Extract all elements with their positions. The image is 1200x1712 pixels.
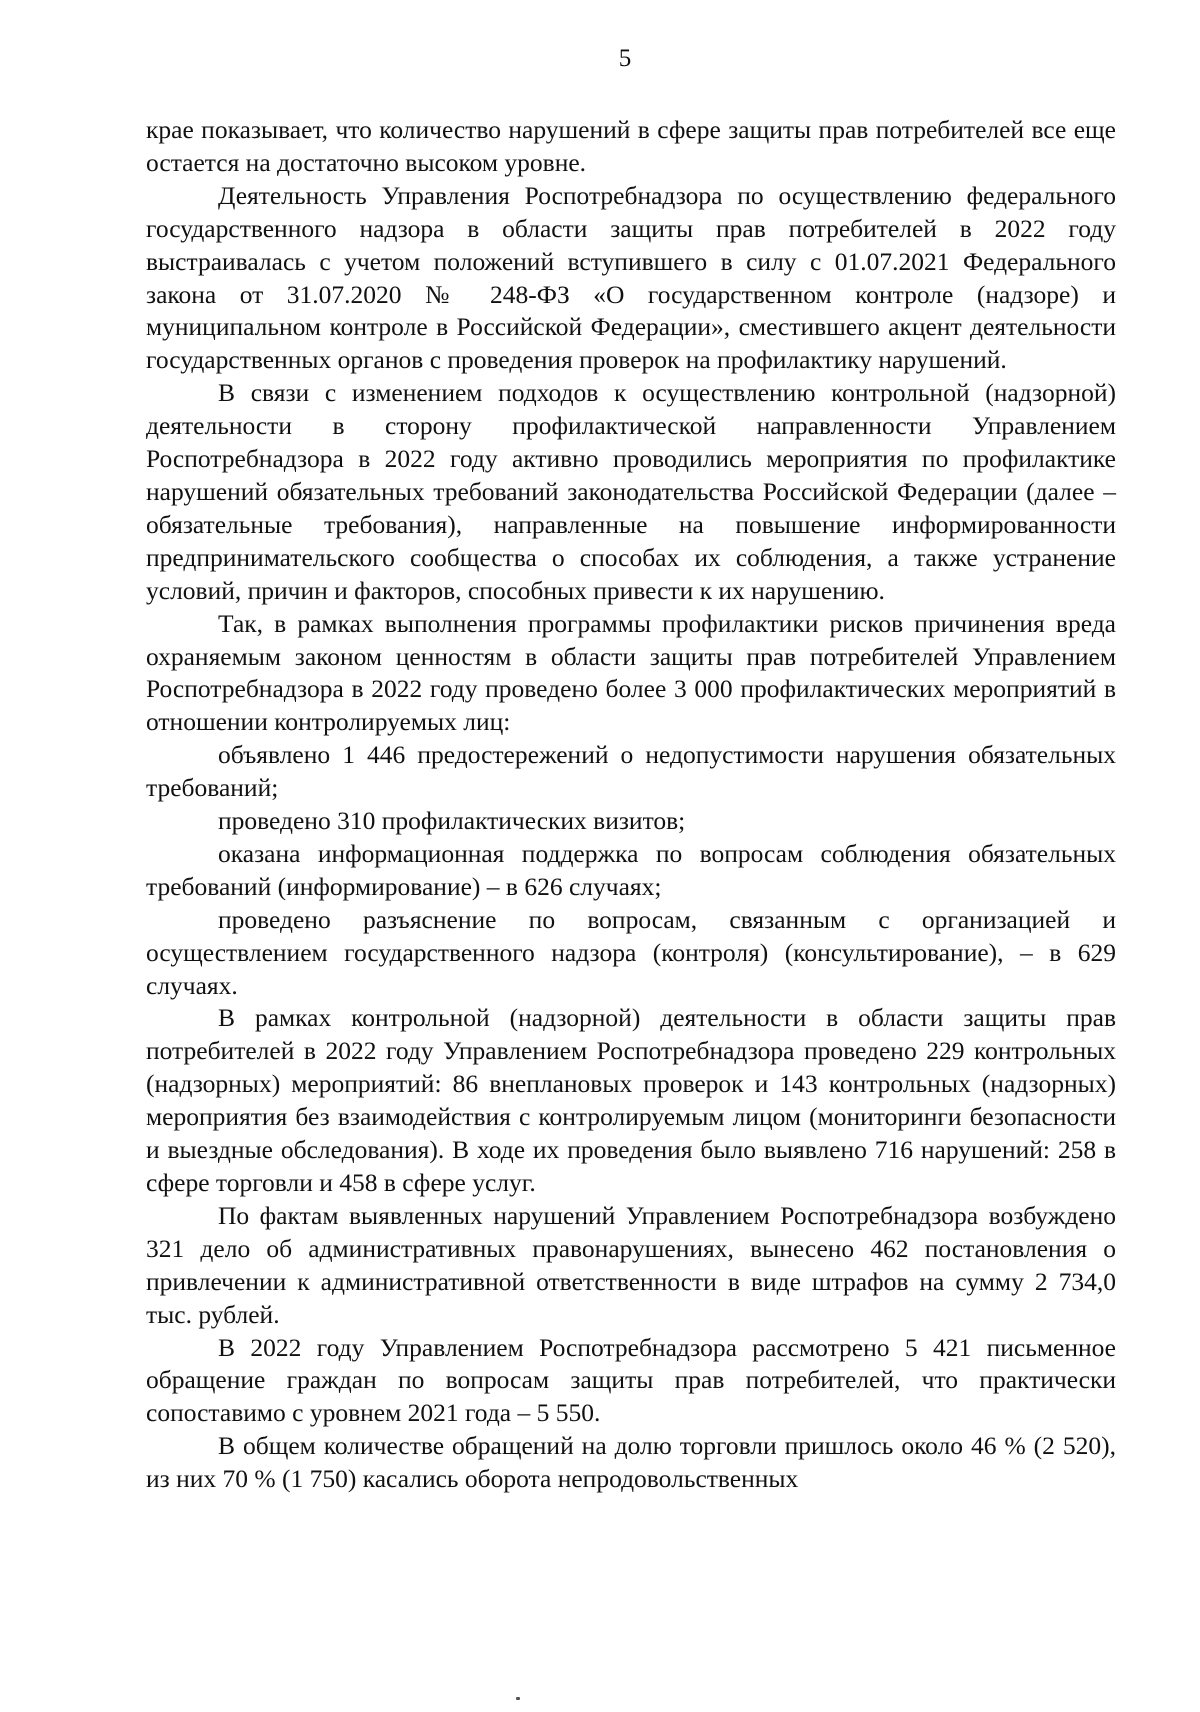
paragraph-3: В связи с изменением подходов к осуществлению контрольной (надзорной) деятельности в сторону профилактической направленности Управлением Роспотребнадзора в 2022 году активно проводились мероприятия по профилактике нарушений обязательных требований законодательства Российской Федерации (далее – обязательные требования), направленные на повышение информированности предпринимательского сообщества о способах их соблюдения, а также устранение условий, причин и факторов, способных привести к их нарушению. — [146, 378, 1116, 605]
paragraph-1: крае показывает, что количество нарушений в сфере защиты прав потребителей все еще остается на достаточно высоком уровне. — [146, 115, 1116, 177]
paragraph-2: Деятельность Управления Роспотребнадзора по осуществлению федерального государственного надзора в области защиты прав потребителей в 2022 году выстраивалась с учетом положений вступившего в силу с 01.07.2021 Федерального закона от 31.07.2020 № 248-ФЗ «О государственном контроле (надзоре) и муниципальном контроле в Российской Федерации», сместившего акцент деятельности государственных органов с проведения проверок на профилактику нарушений. — [146, 180, 1116, 375]
scan-artifact — [516, 1697, 520, 1700]
list-item-warnings: объявлено 1 446 предостережений о недопустимости нарушения обязательных требований; — [146, 740, 1116, 803]
paragraph-4: Так, в рамках выполнения программы профилактики рисков причинения вреда охраняемым законом ценностям в области защиты прав потребителей Управлением Роспотребнадзора в 2022 году проведено более 3 000 профилактических мероприятий в отношении контролируемых лиц: — [146, 608, 1116, 737]
paragraph-5: В рамках контрольной (надзорной) деятельности в области защиты прав потребителей в 2022 году Управлением Роспотребнадзора проведено 229 контрольных (надзорных) мероприятий: 86 внеплановых проверок и 143 контрольных (надзорных) мероприятия без взаимодействия с контролируемым лицом (мониторинги безопасности и выездные обследования). В ходе их проведения было выявлено 716 нарушений: 258 в сфере торговли и 458 в сфере услуг. — [146, 1003, 1116, 1197]
paragraph-7: В 2022 году Управлением Роспотребнадзора рассмотрено 5 421 письменное обращение граждан по вопросам защиты прав потребителей, что практически сопоставимо с уровнем 2021 года – 5 550. — [146, 1332, 1116, 1428]
list-item-consulting: проведено разъяснение по вопросам, связанным с организацией и осуществлением государственного надзора (контроля) (консультирование), – в 629 случаях. — [146, 904, 1116, 1000]
list-item-informing: оказана информационная поддержка по вопросам соблюдения обязательных требований (информирование) – в 626 случаях; — [146, 838, 1116, 901]
paragraph-8: В общем количестве обращений на долю торговли пришлось около 46 % (2 520), из них 70 % (1 750) касались оборота непродовольственных — [146, 1431, 1116, 1494]
list-item-visits: проведено 310 профилактических визитов; — [218, 806, 686, 836]
paragraph-6: По фактам выявленных нарушений Управлением Роспотребнадзора возбуждено 321 дело об административных правонарушениях, вынесено 462 постановления о привлечении к административной ответственности в виде штрафов на сумму 2 734,0 тыс. рублей. — [146, 1200, 1116, 1329]
page-number: 5 — [618, 45, 632, 72]
document-body — [146, 114, 1116, 1496]
